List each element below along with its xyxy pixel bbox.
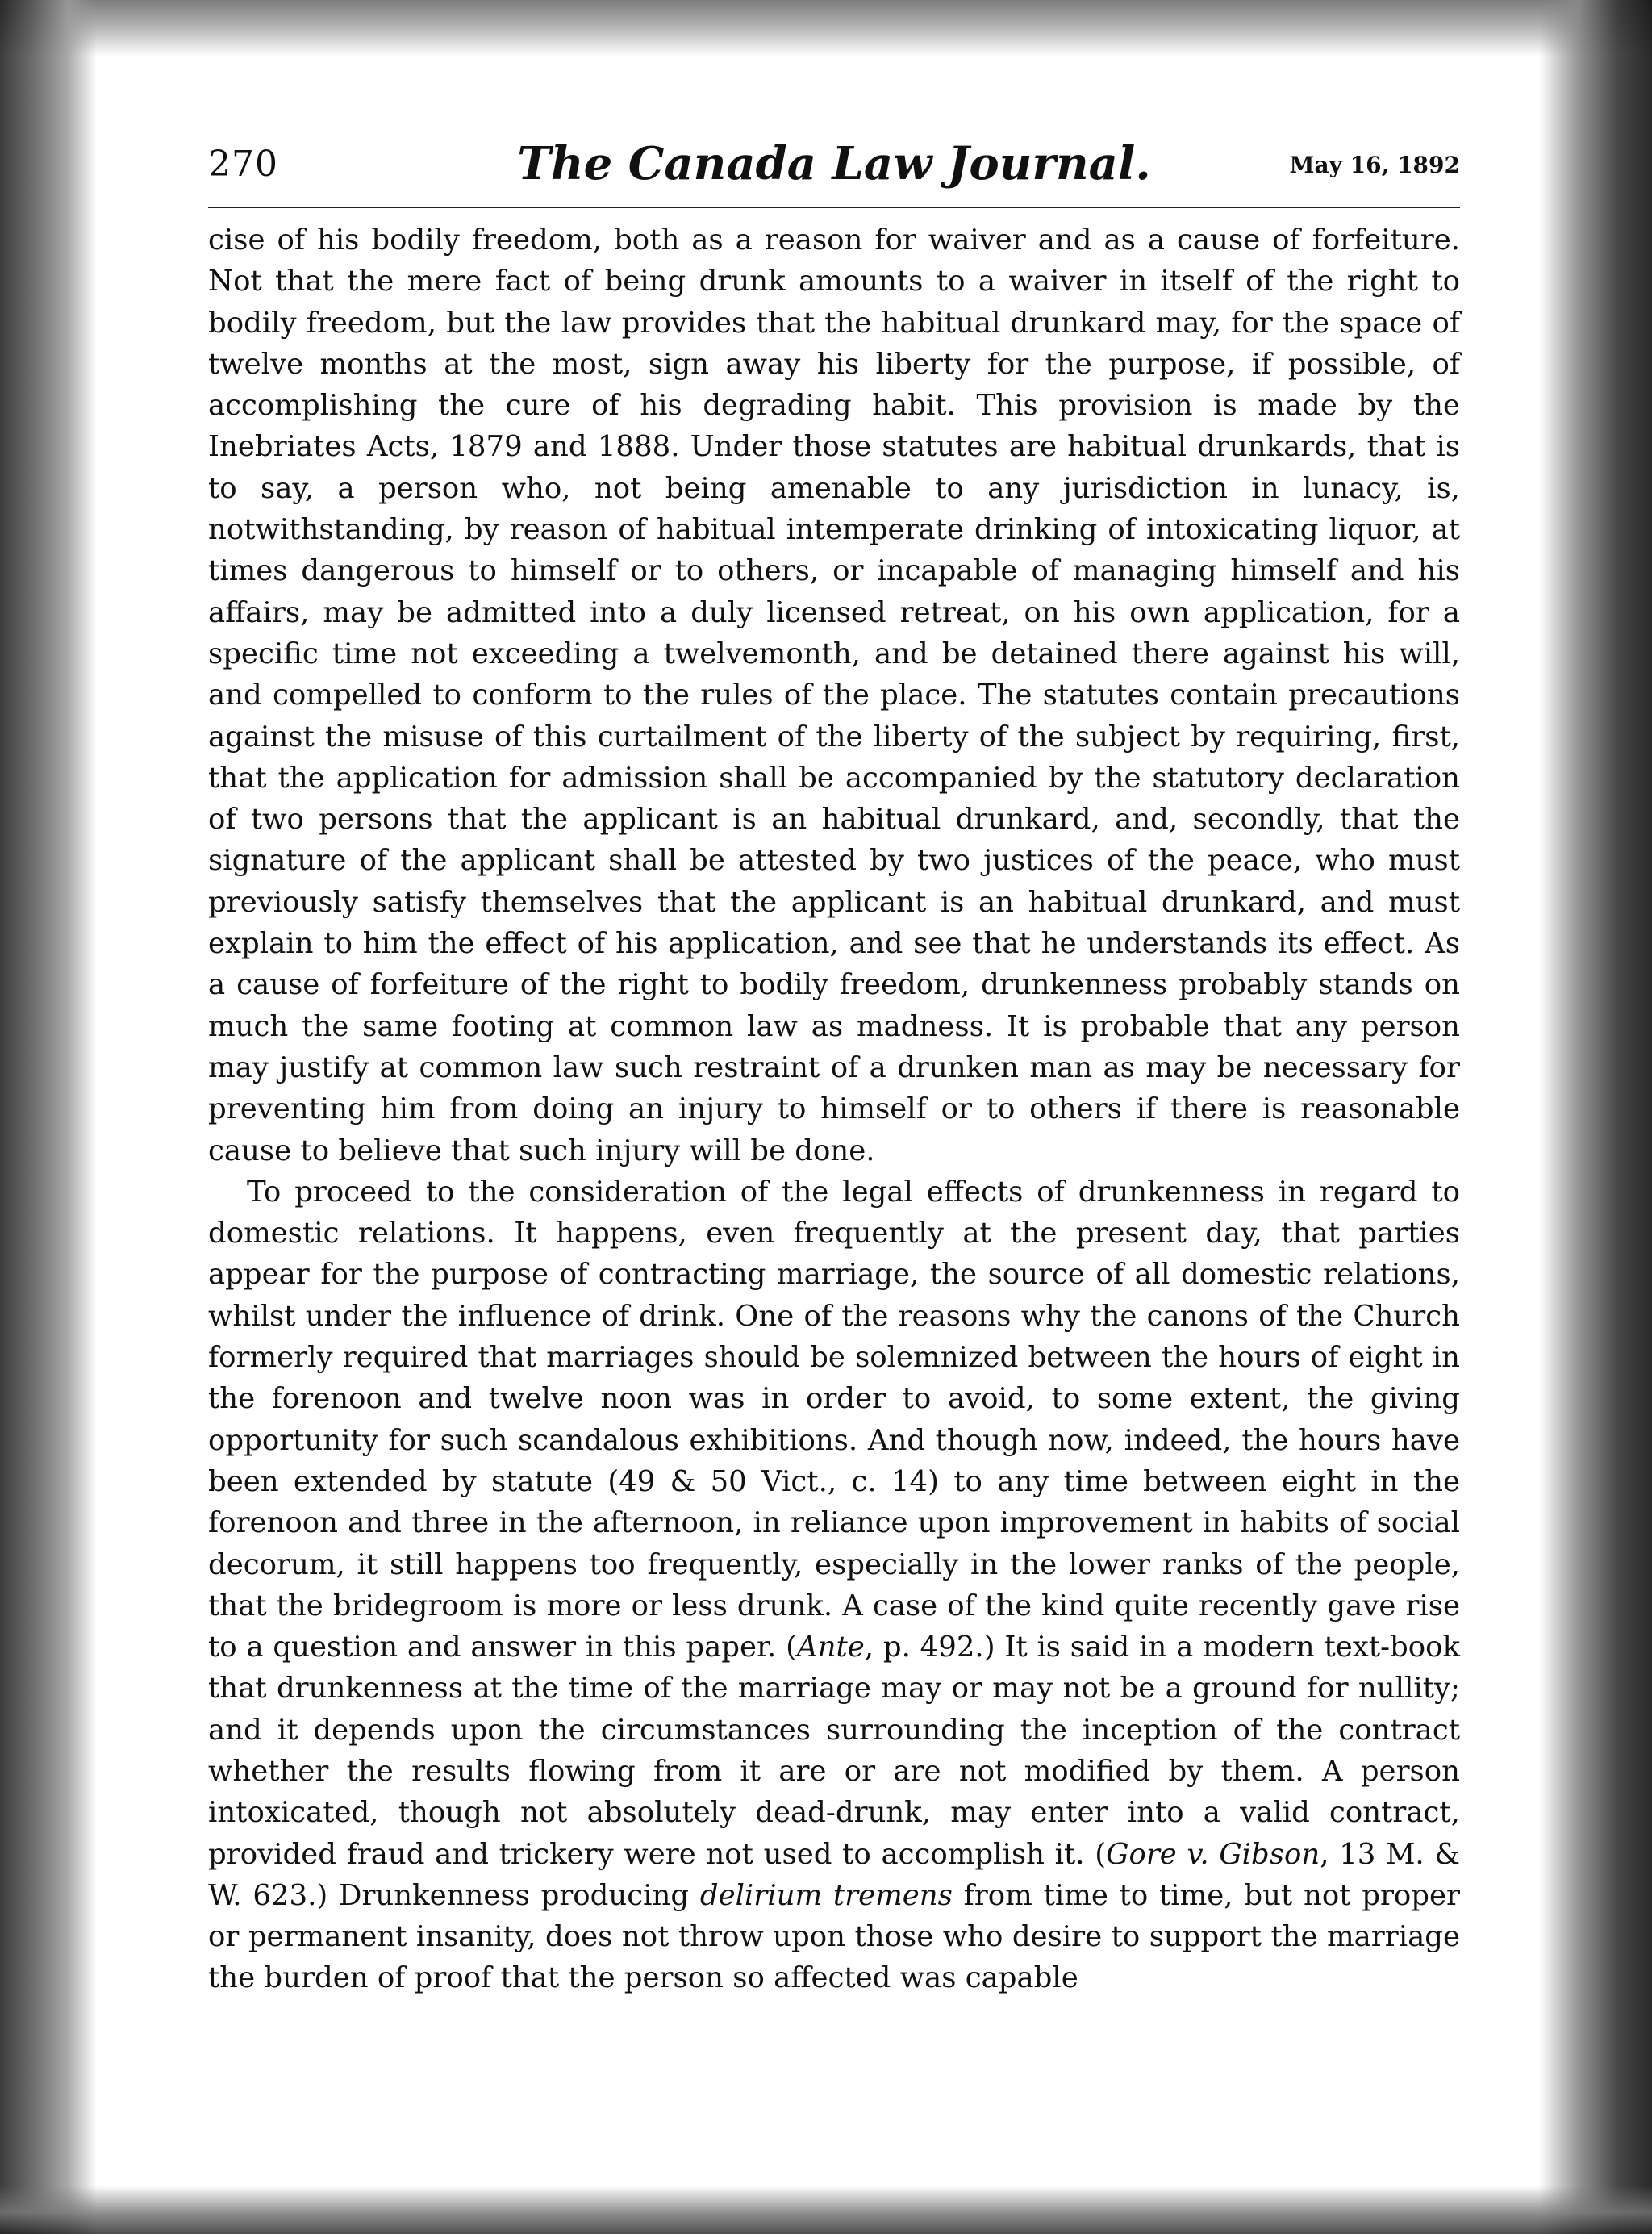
paragraph-1: cise of his bodily freedom, both as a reason for waiver and as a cause of forfeiture. Not that the mere fact of being drunk amounts to a waiver in itself of the right to bodily freedom, but the law provides that the habitual drunkard may, for the space of twelve months at the most, sign away his liberty for the purpose, if possible, of accomplishing the cure of his degrading habit. This provision is made by the Inebriates Acts, 1879 and 1888. Under those statutes are habitual drunkards, that is to say, a person who, not being amenable to any jurisdiction in lunacy, is, notwithstanding, by reason of habitual intemperate drinking of intoxicating liquor, at times dangerous to himself or to others, or incapable of managing himself and his affairs, may be admitted into a duly licensed retreat, on his own application, for a specific time not exceeding a twelvemonth, and be detained there against his will, and compelled to conform to the rules of the place. The statutes contain precautions against the misuse of this curtailment of the liberty of the subject by requiring, first, that the application for admission shall be accompanied by the statutory declaration of two persons that the applicant is an habitual drunkard, and, secondly, that the signature of the applicant shall be attested by two justices of the peace, who must previously satisfy themselves that the applicant is an habitual drunkard, and must explain to him the effect of his application, and see that he understands its effect. As a cause of forfeiture of the right to bodily freedom, drunkenness probably stands on much the same footing at common law as madness. It is probable that any person may justify at common law such restraint of a drunken man as may be necessary for preventing him from doing an injury to himself or to others if there is reasonable cause to believe that such injury will be done. — [208, 223, 1460, 1167]
term-delirium-tremens: delirium tremens — [699, 1878, 953, 1912]
scan-edge-right — [1539, 0, 1652, 2234]
header-rule — [208, 207, 1460, 208]
article-body — [208, 219, 1460, 1999]
issue-date: May 16, 1892 — [1289, 152, 1460, 178]
paragraph-2-text-a: To proceed to the consideration of the legal effects of drunkenness in regard to domestic relations. It happens, even frequently at the present day, that parties appear for the purpose of contracting marriage, the source of all domestic relations, whilst under the influence of drink. One of the reasons why the canons of the Church formerly required that marriages should be solemnized between the hours of eight in the forenoon and twelve noon was in order to avoid, to some extent, the giving opportunity for such scandalous exhibitions. And though now, indeed, the hours have been extended by statute (49 & 50 Vict., c. 14) to any time between eight in the forenoon and three in the afternoon, in reliance upon improvement in habits of social decorum, it still happens too frequently, especially in the lower ranks of the people, that the bridegroom is more or less drunk. A case of the kind quite recently gave rise to a question and answer in this paper. ( — [208, 1175, 1460, 1664]
page-number: 270 — [208, 144, 278, 185]
citation-ante: Ante — [796, 1631, 865, 1664]
case-name: Gore v. Gibson — [1106, 1837, 1320, 1871]
scan-edge-top — [0, 0, 1652, 56]
paragraph-2-text-d: from time to time, but not proper or permanent insanity, does not throw upon those who desire to support the marriage the burden of proof that the person so affected was capable — [208, 1878, 1461, 1995]
scan-edge-left — [0, 0, 97, 2234]
journal-title: The Canada Law Journal. — [517, 137, 1151, 190]
document-page — [208, 129, 1460, 1999]
running-head — [208, 129, 1460, 202]
paragraph-2 — [208, 1171, 1460, 1999]
paragraph-2-text-b: , p. 492.) It is said in a modern text-book that drunkenness at the time of the marriage may or may not be a ground for nullity; and it depends upon the circumstances surrounding the inception of the contract whether the results flowing from it are or are not modified by them. A person intoxicated, though not absolutely dead-drunk, may enter into a valid contract, provided fraud and trickery were not used to accomplish it. ( — [208, 1631, 1460, 1871]
scan-edge-bottom — [0, 2186, 1652, 2234]
paragraph-2-text-c: , 13 M. & W. 623.) Drunkenness producing — [208, 1837, 1460, 1912]
